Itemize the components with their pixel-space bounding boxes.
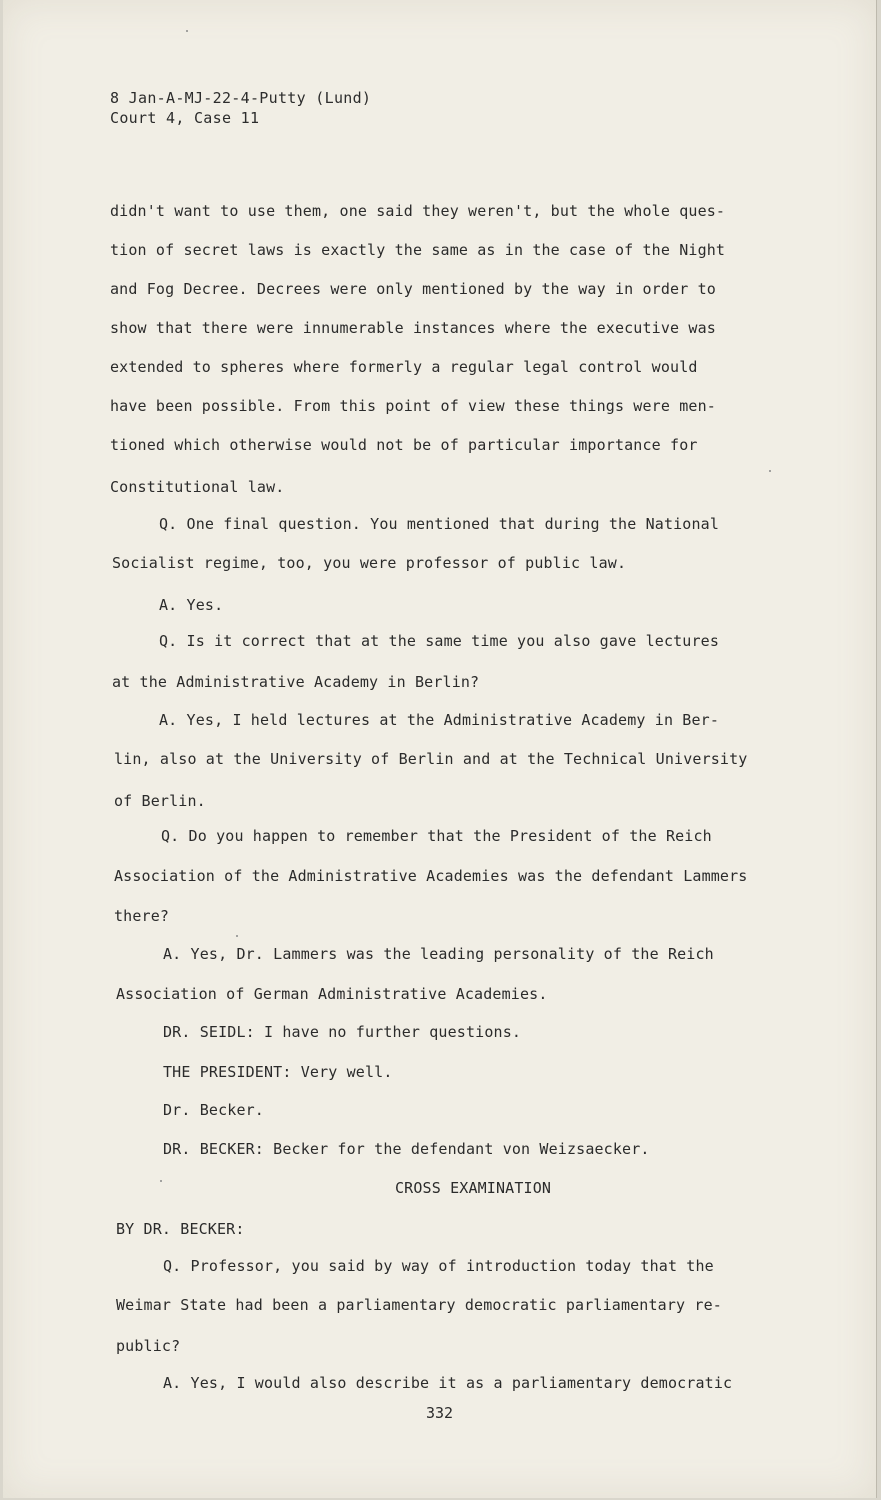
text-line: extended to spheres where formerly a regular legal control would: [110, 358, 698, 376]
speaker-line: DR. BECKER: Becker for the defendant von Weizsaecker.: [163, 1140, 650, 1158]
text-line: lin, also at the University of Berlin and at the Technical University: [114, 750, 748, 768]
text-line: and Fog Decree. Decrees were only mentioned by the way in order to: [110, 280, 716, 298]
text-line: Socialist regime, too, you were professor of public law.: [112, 554, 627, 572]
answer-line: A. Yes, I held lectures at the Administrative Academy in Ber-: [159, 711, 720, 729]
text-line: Constitutional law.: [110, 478, 285, 496]
text-line: of Berlin.: [114, 792, 206, 810]
examiner-line: BY DR. BECKER:: [116, 1220, 245, 1238]
header-reference: 8 Jan-A-MJ-22-4-Putty (Lund): [110, 89, 372, 107]
question-line: Q. Professor, you said by way of introduction today that the: [163, 1257, 714, 1275]
speaker-line: DR. SEIDL: I have no further questions.: [163, 1023, 522, 1041]
answer-line: A. Yes, Dr. Lammers was the leading personality of the Reich: [163, 945, 714, 963]
section-heading: CROSS EXAMINATION: [395, 1179, 552, 1197]
text-line: tion of secret laws is exactly the same as in the case of the Night: [110, 241, 726, 259]
answer-line: A. Yes, I would also describe it as a parliamentary democratic: [163, 1374, 733, 1392]
text-line: Association of the Administrative Academies was the defendant Lammers: [114, 867, 748, 885]
page-number: 332: [425, 1404, 454, 1422]
speaker-line: THE PRESIDENT: Very well.: [163, 1063, 393, 1081]
paper-speck: [236, 935, 238, 937]
paper-speck: [160, 1180, 162, 1182]
speaker-line: Dr. Becker.: [163, 1101, 264, 1119]
text-line: Weimar State had been a parliamentary democratic parliamentary re-: [116, 1296, 722, 1314]
text-line: at the Administrative Academy in Berlin?: [112, 673, 480, 691]
text-line: there?: [114, 907, 170, 925]
question-line: Q. One final question. You mentioned that during the National: [159, 515, 720, 533]
text-line: show that there were innumerable instances where the executive was: [110, 319, 716, 337]
text-line: didn't want to use them, one said they weren't, but the whole ques-: [110, 202, 726, 220]
paper-speck: [769, 470, 771, 472]
text-line: Association of German Administrative Academies.: [116, 985, 548, 1003]
text-line: tioned which otherwise would not be of particular importance for: [110, 436, 698, 454]
document-page: [3, 0, 877, 1498]
text-line: have been possible. From this point of view these things were men-: [110, 397, 716, 415]
text-line: public?: [116, 1337, 181, 1355]
question-line: Q. Is it correct that at the same time you also gave lectures: [159, 632, 720, 650]
paper-speck: [186, 30, 188, 32]
answer-line: A. Yes.: [159, 596, 224, 614]
document-header: [110, 88, 371, 128]
question-line: Q. Do you happen to remember that the President of the Reich: [161, 827, 712, 845]
header-court-case: Court 4, Case 11: [110, 109, 260, 127]
